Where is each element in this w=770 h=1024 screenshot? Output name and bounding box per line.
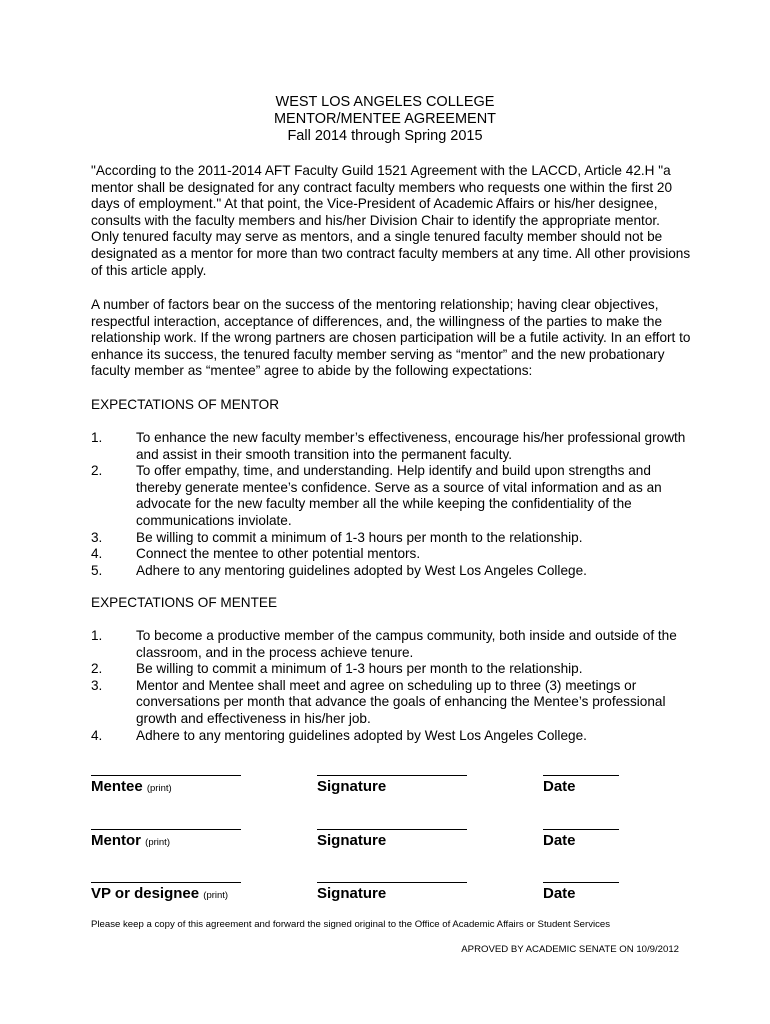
list-number: 1. bbox=[91, 430, 103, 445]
mentor-signature-line[interactable] bbox=[317, 829, 467, 830]
list-item bbox=[91, 463, 691, 529]
list-number: 4. bbox=[91, 546, 103, 562]
print-hint: (print) bbox=[203, 890, 229, 901]
signature-label: Signature bbox=[317, 885, 387, 902]
list-number: 3. bbox=[91, 677, 103, 693]
term-line: Fall 2014 through Spring 2015 bbox=[287, 128, 483, 144]
footer-note: Please keep a copy of this agreement and forward the signed original to the Office of Academic Affairs or Student Services bbox=[91, 919, 611, 930]
list-text: Connect the mentee to other potential mentors. bbox=[136, 546, 421, 562]
list-text: Be willing to commit a minimum of 1-3 hours per month to the relationship. bbox=[136, 661, 583, 677]
intro-paragraph-contract: "According to the 2011-2014 AFT Faculty Guild 1521 Agreement with the LACCD, Article 42.H "a mentor shall be designated for any contract faculty members who requests one within the first 20 days of employment." At that point, the Vice-President of Academic Affairs or his/her designee, consults with the faculty members and his/her Division Chair to identify the appropriate mentor. Only tenured faculty may serve as mentors, and a single tenured faculty member should not be designated as a mentor for more than two contract faculty members at any time. All other provisions of this article apply. bbox=[91, 163, 691, 278]
list-item bbox=[91, 628, 691, 661]
vp-label bbox=[91, 885, 228, 905]
list-number: 4. bbox=[91, 727, 103, 743]
list-item bbox=[91, 530, 691, 547]
date-label: Date bbox=[543, 832, 576, 849]
list-number: 2. bbox=[91, 463, 103, 479]
list-text: To offer empathy, time, and understanding. Help identify and build upon strengths and thereby generate mentee’s confidence. Serve as a source of vital information and as an advocate for the new faculty member all the while keeping the confidentiality of the communications inviolate. bbox=[136, 463, 662, 528]
mentor-date-line[interactable] bbox=[543, 829, 619, 830]
list-text: Adhere to any mentoring guidelines adopted by West Los Angeles College. bbox=[136, 727, 587, 743]
role-label: VP or designee bbox=[91, 885, 200, 902]
list-item bbox=[91, 661, 691, 678]
list-text: To become a productive member of the campus community, both inside and outside of the classroom, and in the process achieve tenure. bbox=[136, 628, 677, 660]
print-hint: (print) bbox=[145, 837, 170, 848]
vp-name-line[interactable] bbox=[91, 882, 241, 883]
list-text: Adhere to any mentoring guidelines adopted by West Los Angeles College. bbox=[136, 562, 587, 578]
mentor-expectations-list bbox=[91, 430, 691, 579]
list-text: Be willing to commit a minimum of 1-3 hours per month to the relationship. bbox=[136, 529, 583, 545]
mentee-expectations-heading: EXPECTATIONS OF MENTEE bbox=[91, 595, 278, 610]
list-text: To enhance the new faculty member’s effectiveness, encourage his/her professional growth and assist in their smooth transition into the permanent faculty. bbox=[136, 430, 686, 462]
role-label: Mentee bbox=[91, 778, 143, 795]
mentor-expectations-heading: EXPECTATIONS OF MENTOR bbox=[91, 397, 280, 412]
mentee-expectations-list bbox=[91, 628, 691, 744]
mentor-name-line[interactable] bbox=[91, 829, 241, 830]
mentee-name-line[interactable] bbox=[91, 775, 241, 776]
date-label: Date bbox=[543, 778, 576, 795]
intro-paragraph-factors: A number of factors bear on the success of the mentoring relationship; having clear objectives, respectful interaction, acceptance of differences, and, the willingness of the parties to make the relationship work. If the wrong partners are chosen participation will be a futile activity. In an effort to enhance its success, the tenured faculty member serving as “mentor” and the new probationary faculty member as “mentee” agree to abide by the following expectations: bbox=[91, 297, 691, 379]
list-number: 3. bbox=[91, 529, 103, 545]
mentee-label bbox=[91, 778, 172, 798]
list-item bbox=[91, 430, 691, 463]
list-item bbox=[91, 678, 691, 728]
mentee-date-line[interactable] bbox=[543, 775, 619, 776]
approval-stamp-text: APROVED BY ACADEMIC SENATE ON 10/9/2012 bbox=[461, 944, 679, 955]
date-label: Date bbox=[543, 885, 576, 902]
vp-date-line[interactable] bbox=[543, 882, 619, 883]
list-item bbox=[91, 546, 691, 563]
vp-signature-line[interactable] bbox=[317, 882, 467, 883]
role-label: Mentor bbox=[91, 832, 141, 849]
signature-label: Signature bbox=[317, 832, 387, 849]
signature-label: Signature bbox=[317, 778, 387, 795]
list-item bbox=[91, 728, 691, 745]
mentor-label bbox=[91, 832, 170, 852]
list-number: 5. bbox=[91, 562, 103, 578]
list-number: 2. bbox=[91, 661, 103, 677]
list-item bbox=[91, 563, 691, 580]
print-hint: (print) bbox=[146, 783, 172, 794]
mentee-signature-line[interactable] bbox=[317, 775, 467, 776]
list-number: 1. bbox=[91, 628, 103, 643]
college-name: WEST LOS ANGELES COLLEGE bbox=[275, 94, 495, 110]
document-title: MENTOR/MENTEE AGREEMENT bbox=[273, 111, 497, 127]
list-text: Mentor and Mentee shall meet and agree on scheduling up to three (3) meetings or conversations per month that advance the goals of enhancing the Mentee’s professional growth and effectiveness in his/her job. bbox=[136, 677, 666, 726]
